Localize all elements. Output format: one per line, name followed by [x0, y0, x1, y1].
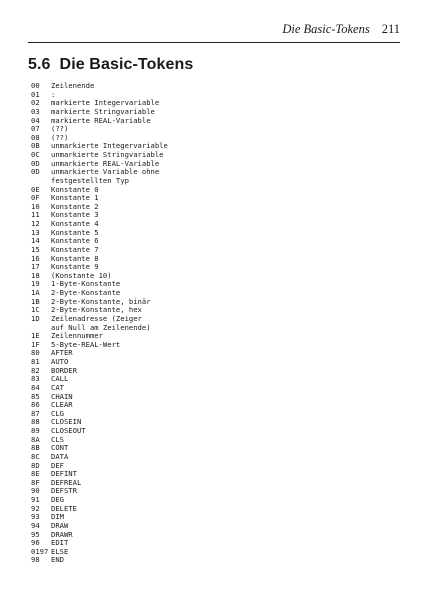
token-description: BORDER	[51, 365, 77, 375]
token-code: 8F	[31, 477, 40, 487]
token-description: Konstante 2	[51, 201, 99, 211]
token-code: 00	[31, 81, 40, 90]
token-description: 5-Byte-REAL-Wert	[51, 339, 121, 349]
token-code: 08	[31, 132, 40, 142]
token-description: Zeilenadresse (Zeiger	[51, 313, 142, 323]
token-code: 17	[31, 262, 40, 272]
token-description: DEF	[51, 460, 64, 470]
token-description: markierte REAL-Variable	[51, 115, 151, 125]
token-description: 2-Byte-Konstante, binär	[51, 296, 151, 306]
token-description: unmarkierte Variable ohne	[51, 167, 160, 177]
token-description: DEFREAL	[51, 477, 82, 487]
token-description: CLEAR	[51, 400, 73, 410]
token-code: 98	[31, 555, 40, 565]
token-description: EDIT	[51, 538, 69, 548]
token-description: CALL	[51, 374, 69, 384]
token-code: 8B	[31, 443, 40, 453]
section-title: Die Basic-Tokens	[59, 56, 194, 73]
token-description: Konstante 3	[51, 210, 99, 220]
token-code: 95	[31, 529, 40, 539]
token-code: 03	[31, 106, 40, 116]
section-number: 5.6	[28, 56, 51, 73]
running-header	[28, 22, 400, 43]
token-description: (??)	[51, 132, 69, 142]
token-description: unmarkierte Stringvariable	[51, 150, 164, 159]
token-description: DEFSTR	[51, 486, 77, 496]
token-code: 0197	[31, 546, 49, 556]
token-code: 90	[31, 486, 40, 496]
token-code: 0D	[31, 167, 40, 177]
token-code: 1F	[31, 339, 40, 349]
token-description: DIM	[51, 512, 64, 522]
token-code: 8D	[31, 460, 40, 470]
token-description: CLG	[51, 408, 64, 418]
token-description: markierte Stringvariable	[51, 106, 155, 116]
section-heading	[28, 56, 193, 74]
token-code: 8C	[31, 451, 40, 461]
token-code: 83	[31, 374, 40, 384]
token-description: CLS	[51, 434, 64, 444]
token-description: Konstante 0	[51, 184, 99, 194]
token-description: CLOSEOUT	[51, 426, 86, 435]
token-code: 1D	[31, 313, 40, 323]
token-code: 86	[31, 400, 40, 410]
token-code: 13	[31, 227, 40, 237]
token-description: Konstante 7	[51, 244, 99, 254]
token-description: Konstante 1	[51, 193, 99, 203]
token-code: 1E	[31, 331, 40, 341]
token-description: ELSE	[51, 546, 69, 556]
token-description: unmarkierte REAL-Variable	[51, 158, 160, 168]
token-code: 1A	[31, 288, 40, 297]
token-code: 0D	[31, 158, 40, 168]
token-description: DATA	[51, 451, 69, 461]
token-description: Konstante 6	[51, 236, 99, 246]
token-description: CLOSEIN	[51, 417, 82, 427]
token-description: Konstante 5	[51, 227, 99, 237]
token-description: DEG	[51, 495, 64, 504]
token-code: 93	[31, 512, 40, 522]
token-code: 96	[31, 538, 40, 548]
token-description: 2-Byte-Konstante	[51, 288, 121, 297]
token-description: Zeilenende	[51, 81, 95, 90]
token-description: CONT	[51, 443, 69, 453]
token-code: 0B	[31, 141, 40, 151]
token-code: 87	[31, 408, 40, 418]
token-code: 01	[31, 89, 40, 99]
token-description: DELETE	[51, 503, 77, 513]
token-description: Konstante 8	[51, 253, 99, 263]
token-code: 02	[31, 98, 40, 108]
token-code: 14	[31, 236, 40, 246]
token-description: (??)	[51, 124, 69, 134]
token-code: 15	[31, 244, 40, 254]
token-code: 94	[31, 520, 40, 530]
token-code: 10	[31, 201, 40, 211]
token-description: Konstante 4	[51, 219, 99, 228]
token-description: AUTO	[51, 357, 69, 366]
token-description: END	[51, 555, 64, 565]
token-code: 8E	[31, 469, 40, 479]
token-code: 12	[31, 219, 40, 228]
token-description: Konstante 9	[51, 262, 99, 272]
token-description: DEFINT	[51, 469, 77, 479]
token-description: CAT	[51, 382, 64, 392]
token-code: 11	[31, 210, 40, 220]
token-row	[31, 556, 168, 565]
token-description: DRAW	[51, 520, 69, 530]
token-code: 0E	[31, 184, 40, 194]
token-description: 2-Byte-Konstante, hex	[51, 305, 142, 315]
token-code: 81	[31, 357, 40, 366]
token-description: :	[51, 89, 56, 99]
token-code: 1B	[31, 296, 40, 306]
token-code: 91	[31, 495, 40, 504]
token-code: 0F	[31, 193, 40, 203]
token-code: 92	[31, 503, 40, 513]
token-code: 89	[31, 426, 40, 435]
token-description: markierte Integervariable	[51, 98, 160, 108]
token-description: (Konstante 10)	[51, 270, 112, 280]
token-description: festgestellten Typ	[51, 175, 129, 185]
token-code: 07	[31, 124, 40, 134]
token-description: auf Null am Zeilenende)	[51, 322, 151, 332]
token-description: 1-Byte-Konstante	[51, 279, 121, 289]
token-code: 82	[31, 365, 40, 375]
token-code: 8A	[31, 434, 40, 444]
token-code: 85	[31, 391, 40, 401]
token-description: Zeilennummer	[51, 331, 103, 341]
token-code: 1C	[31, 305, 40, 315]
token-code: 04	[31, 115, 40, 125]
token-list	[31, 82, 168, 565]
token-description: AFTER	[51, 348, 73, 358]
token-code: 18	[31, 270, 40, 280]
token-code: 80	[31, 348, 40, 358]
running-title: Die Basic-Tokens	[282, 22, 370, 36]
token-code: 0C	[31, 150, 40, 159]
token-code: 88	[31, 417, 40, 427]
token-code: 16	[31, 253, 40, 263]
token-description: CHAIN	[51, 391, 73, 401]
page-number: 211	[381, 22, 400, 36]
token-code: 84	[31, 382, 40, 392]
token-code: 19	[31, 279, 40, 289]
token-description: DRAWR	[51, 529, 73, 539]
token-description: unmarkierte Integervariable	[51, 141, 168, 151]
